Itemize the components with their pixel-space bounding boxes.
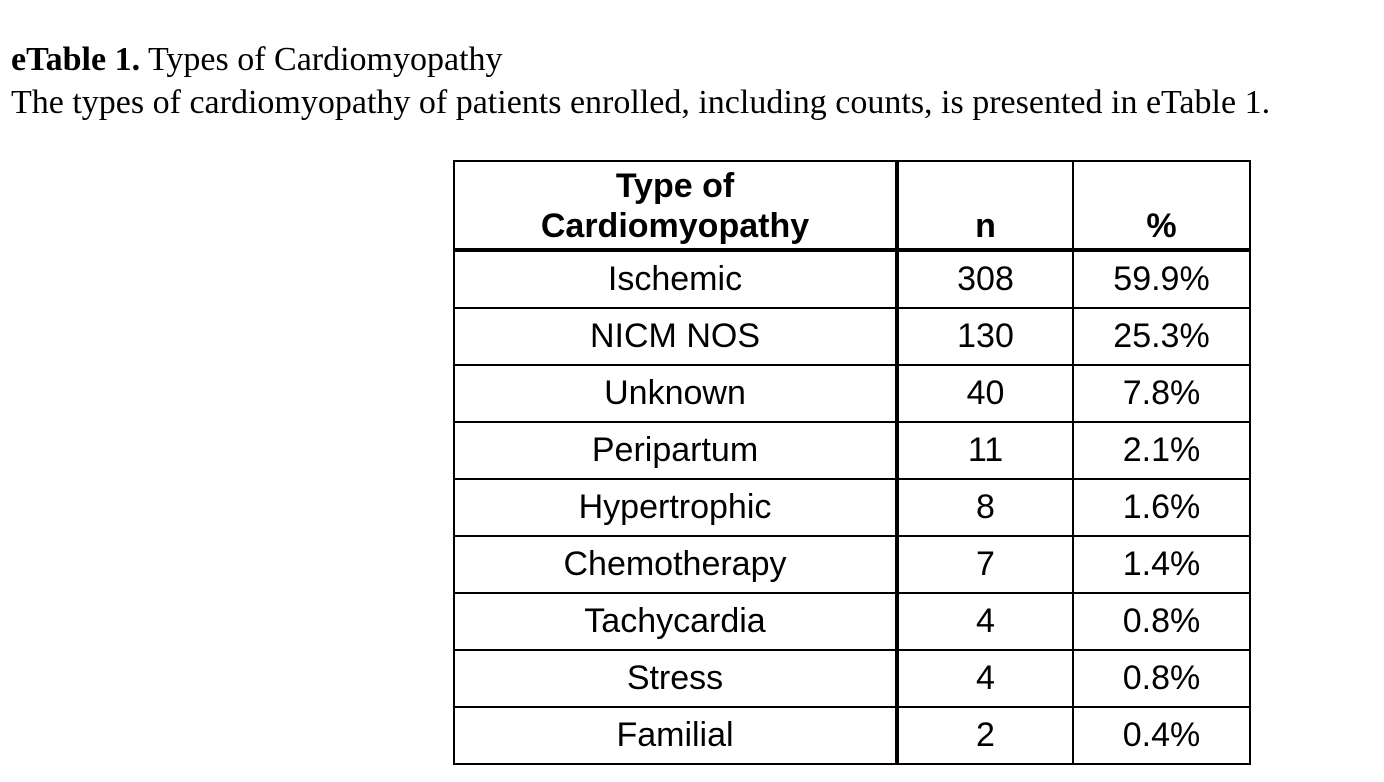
cell-type: Familial — [454, 707, 897, 764]
cell-type: Hypertrophic — [454, 479, 897, 536]
table-label: eTable 1. — [11, 41, 141, 78]
cell-percent: 0.8% — [1073, 593, 1250, 650]
table-title: Types of Cardiomyopathy — [147, 41, 503, 78]
cell-percent: 7.8% — [1073, 365, 1250, 422]
header-row — [454, 161, 1250, 250]
table-row — [454, 308, 1250, 365]
cell-type: Ischemic — [454, 250, 897, 308]
cell-n: 4 — [897, 593, 1073, 650]
cell-percent: 0.8% — [1073, 650, 1250, 707]
cell-n: 308 — [897, 250, 1073, 308]
header-type-line1: Type of — [615, 167, 735, 205]
cell-percent: 1.6% — [1073, 479, 1250, 536]
cell-percent: 59.9% — [1073, 250, 1250, 308]
header-n: n — [897, 161, 1073, 250]
cell-n: 2 — [897, 707, 1073, 764]
cell-percent: 2.1% — [1073, 422, 1250, 479]
table-caption — [11, 38, 1270, 124]
caption-title-line — [11, 38, 1270, 81]
header-type-line2: Cardiomyopathy — [540, 207, 810, 245]
cell-type: Peripartum — [454, 422, 897, 479]
table-row — [454, 707, 1250, 764]
table-row — [454, 422, 1250, 479]
cell-n: 8 — [897, 479, 1073, 536]
header-percent: % — [1073, 161, 1250, 250]
table-row — [454, 365, 1250, 422]
header-type — [454, 161, 897, 250]
cell-n: 11 — [897, 422, 1073, 479]
cardiomyopathy-table — [453, 160, 1251, 765]
cell-type: NICM NOS — [454, 308, 897, 365]
cell-n: 4 — [897, 650, 1073, 707]
cell-percent: 1.4% — [1073, 536, 1250, 593]
cell-type: Chemotherapy — [454, 536, 897, 593]
table-row — [454, 650, 1250, 707]
table-row — [454, 593, 1250, 650]
cell-n: 7 — [897, 536, 1073, 593]
cell-n: 130 — [897, 308, 1073, 365]
cell-n: 40 — [897, 365, 1073, 422]
table-row — [454, 250, 1250, 308]
cell-type: Tachycardia — [454, 593, 897, 650]
table-row — [454, 479, 1250, 536]
cell-percent: 25.3% — [1073, 308, 1250, 365]
cell-percent: 0.4% — [1073, 707, 1250, 764]
table-description: The types of cardiomyopathy of patients enrolled, including counts, is presented in eTable 1. — [11, 84, 1271, 121]
table-row — [454, 536, 1250, 593]
cell-type: Stress — [454, 650, 897, 707]
cell-type: Unknown — [454, 365, 897, 422]
